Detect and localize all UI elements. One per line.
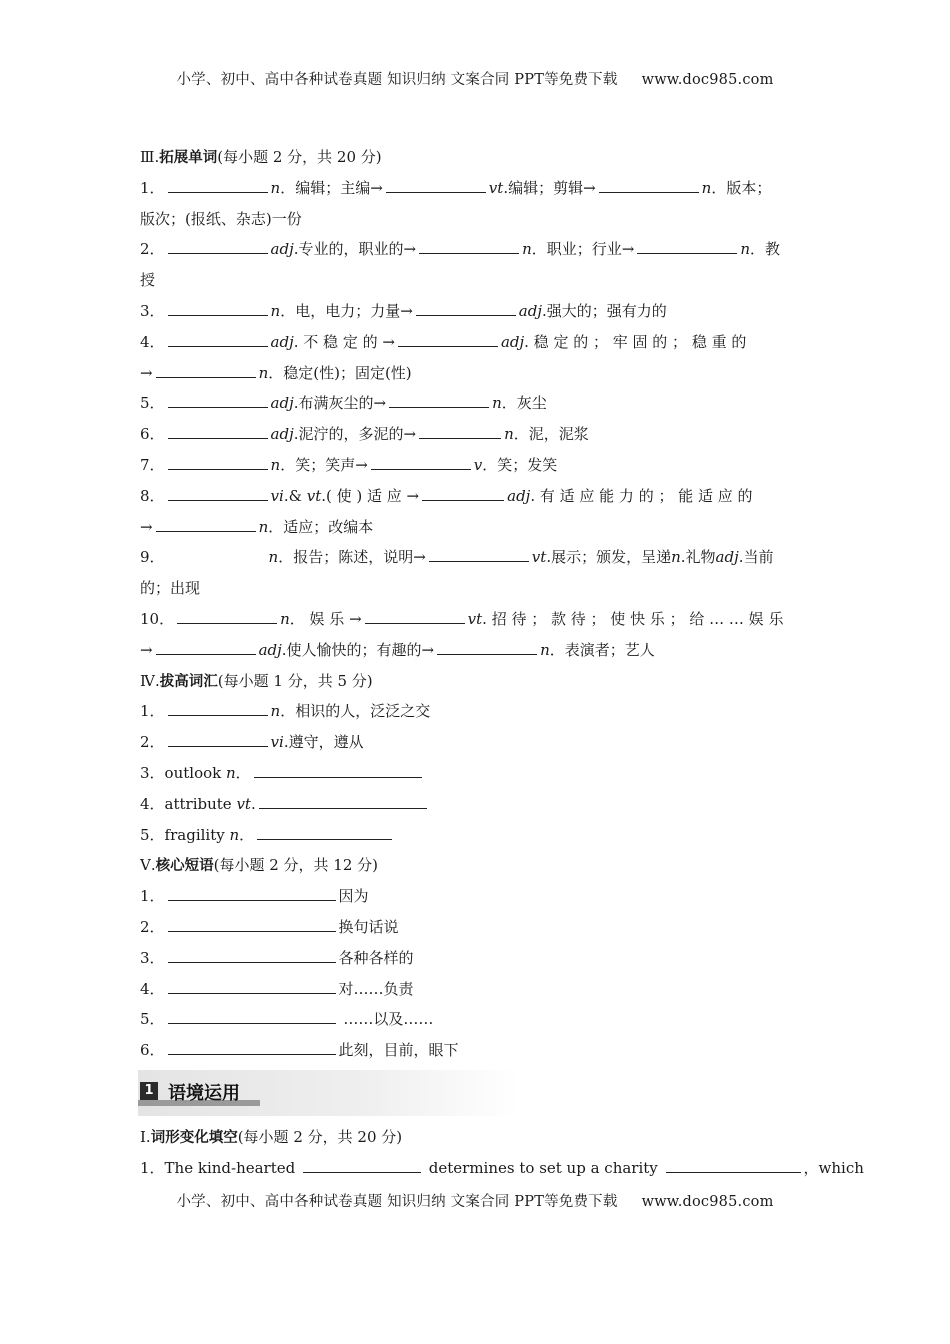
header-site: www.doc985.com — [641, 72, 774, 88]
sec3-item-3: 3． n．电，电力；力量→ adj.强大的；强有力的 — [140, 296, 812, 327]
answer-blank[interactable] — [429, 544, 529, 562]
answer-blank[interactable] — [637, 236, 737, 254]
footer-text: 小学、初中、高中各种试卷真题 知识归纳 文案合同 PPT等免费下载 — [176, 1194, 618, 1210]
answer-blank[interactable] — [156, 360, 256, 378]
answer-blank[interactable] — [599, 175, 699, 193]
answer-blank[interactable] — [168, 883, 336, 901]
answer-blank[interactable] — [168, 452, 268, 470]
answer-blank[interactable] — [168, 329, 268, 347]
sec4-item-1: 1． n．相识的人，泛泛之交 — [140, 696, 812, 727]
answer-blank[interactable] — [168, 945, 336, 963]
answer-blank[interactable] — [419, 236, 519, 254]
answer-blank[interactable] — [168, 1037, 336, 1055]
sec3-item-1-cont: 版次；(报纸、杂志)一份 — [140, 209, 302, 228]
sec5-item-4: 4． 对……负责 — [140, 974, 812, 1005]
answer-blank[interactable] — [168, 421, 268, 439]
sec3-item-8-cont: → n．适应；改编本 — [140, 512, 812, 543]
sec3-item-5: 5． adj.布满灰尘的→ n．灰尘 — [140, 388, 812, 419]
answer-blank[interactable] — [156, 514, 256, 532]
answer-blank[interactable] — [398, 329, 498, 347]
answer-blank[interactable] — [168, 729, 268, 747]
answer-blank[interactable] — [365, 606, 465, 624]
sec5-item-1: 1． 因为 — [140, 881, 812, 912]
sec6-item-1: 1．The kind-hearted determines to set up a charity ，which — [140, 1153, 812, 1184]
answer-blank[interactable] — [168, 175, 268, 193]
banner-title: 语境运用 — [168, 1082, 240, 1104]
answer-blank[interactable] — [386, 175, 486, 193]
sec3-item-10: 10． n． 娱 乐 → vt. 招 待 ； 款 待 ； 使 快 乐 ； 给 … … 娱 乐 — [140, 604, 812, 635]
sec4-item-4: 4．attribute vt. — [140, 789, 812, 820]
answer-blank[interactable] — [168, 483, 268, 501]
section-banner — [138, 1070, 518, 1116]
sec4-item-5: 5．fragility n． — [140, 820, 812, 851]
section-6-heading: Ⅰ.词形变化填空(每小题 2 分，共 20 分) — [140, 1127, 403, 1146]
answer-blank[interactable] — [168, 698, 268, 716]
sec3-item-4-cont: → n．稳定(性)；固定(性) — [140, 358, 812, 389]
answer-blank[interactable] — [168, 390, 268, 408]
sec3-item-6: 6． adj.泥泞的，多泥的→ n．泥，泥浆 — [140, 419, 812, 450]
header-text: 小学、初中、高中各种试卷真题 知识归纳 文案合同 PPT等免费下载 — [176, 72, 618, 88]
sec4-item-2: 2． vi.遵守，遵从 — [140, 727, 812, 758]
page-header — [0, 68, 950, 89]
footer-site: www.doc985.com — [641, 1194, 774, 1210]
answer-blank[interactable] — [177, 606, 277, 624]
section-5-heading: Ⅴ.核心短语(每小题 2 分，共 12 分) — [140, 856, 379, 875]
section-number-icon: 1 — [140, 1082, 158, 1100]
section-3-heading: Ⅲ.拓展单词(每小题 2 分，共 20 分) — [140, 148, 382, 166]
answer-blank[interactable] — [416, 298, 516, 316]
answer-blank[interactable] — [259, 791, 427, 809]
sec5-item-6: 6． 此刻，目前，眼下 — [140, 1035, 812, 1066]
sec3-item-4: 4． adj. 不 稳 定 的 → adj. 稳 定 的 ； 牢 固 的 ； 稳 重 的 — [140, 327, 812, 358]
answer-blank[interactable] — [257, 822, 392, 840]
answer-blank[interactable] — [371, 452, 471, 470]
sec3-item-9: 9． n．报告；陈述，说明→ vt.展示；颁发，呈递n.礼物adj.当前 — [140, 542, 812, 573]
answer-blank[interactable] — [389, 390, 489, 408]
answer-blank[interactable] — [419, 421, 501, 439]
page-footer — [0, 1190, 950, 1211]
answer-blank[interactable] — [156, 637, 256, 655]
answer-blank[interactable] — [437, 637, 537, 655]
sec3-item-2-cont: 授 — [140, 271, 156, 290]
sec3-item-1: 1． n．编辑；主编→ vt.编辑；剪辑→ n．版本； — [140, 173, 812, 204]
answer-blank[interactable] — [168, 1006, 336, 1024]
sec3-item-9-cont: 的；出现 — [140, 579, 201, 598]
sec4-item-3: 3．outlook n． — [140, 758, 812, 789]
answer-blank[interactable] — [168, 976, 336, 994]
sec5-item-5: 5． ……以及…… — [140, 1004, 812, 1035]
answer-blank[interactable] — [422, 483, 504, 501]
answer-blank[interactable] — [303, 1155, 421, 1173]
answer-blank[interactable] — [168, 236, 268, 254]
sec3-item-7: 7． n．笑；笑声→ v．笑；发笑 — [140, 450, 812, 481]
section-4-heading: Ⅳ.拔高词汇(每小题 1 分，共 5 分) — [140, 671, 373, 690]
worksheet-content — [140, 142, 864, 1184]
sec5-item-3: 3． 各种各样的 — [140, 943, 812, 974]
sec3-item-8: 8． vi.& vt.( 使 ) 适 应 → adj. 有 适 应 能 力 的 ； 能 适 应 的 — [140, 481, 812, 512]
sec5-item-2: 2． 换句话说 — [140, 912, 812, 943]
answer-blank[interactable] — [168, 914, 336, 932]
answer-blank[interactable] — [666, 1155, 801, 1173]
sec3-item-2: 2． adj.专业的，职业的→ n．职业；行业→ n．教 — [140, 234, 812, 265]
answer-blank[interactable] — [168, 298, 268, 316]
answer-blank[interactable] — [254, 760, 422, 778]
sec3-item-10-cont: → adj.使人愉快的；有趣的→ n．表演者；艺人 — [140, 635, 812, 666]
